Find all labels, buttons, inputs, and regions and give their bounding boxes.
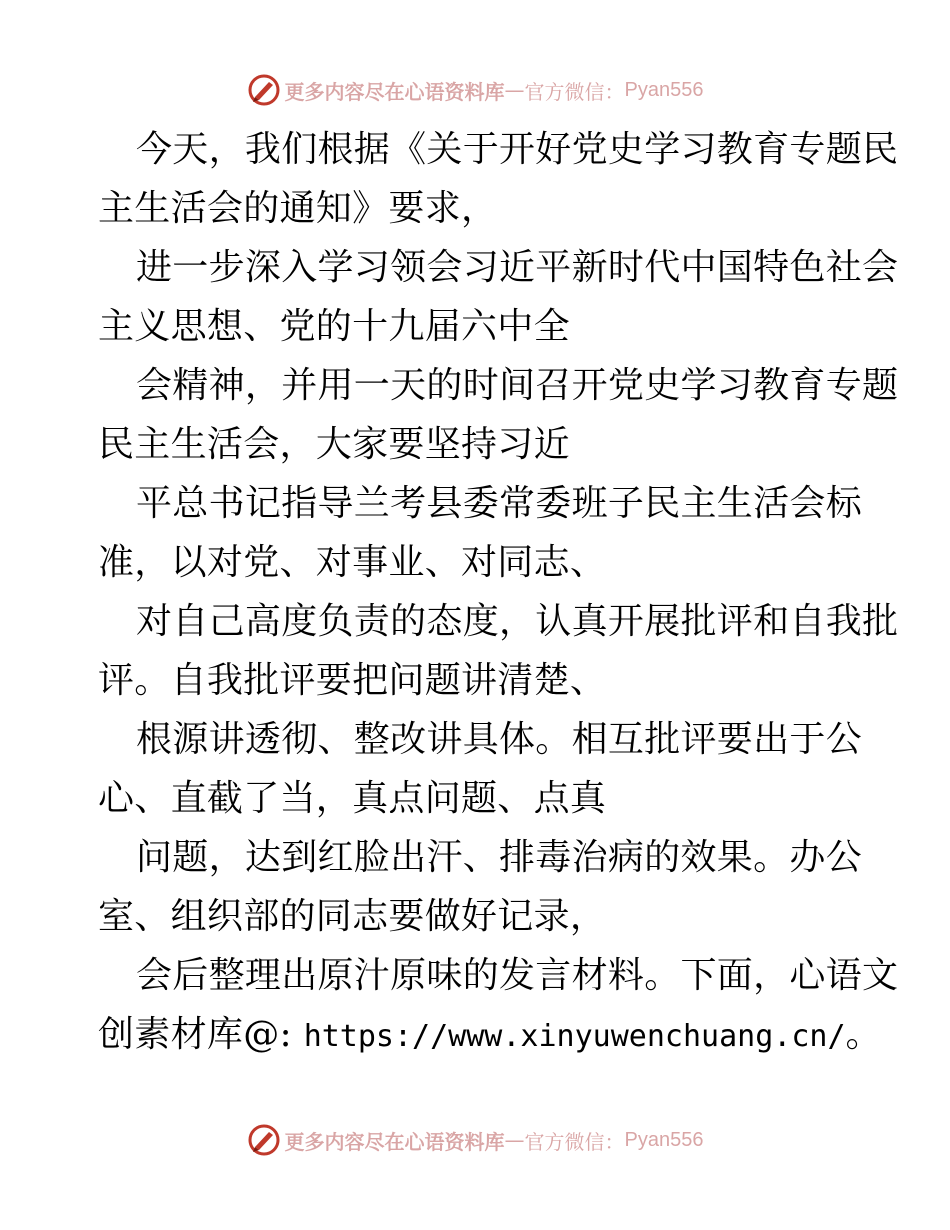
banner-dash: — [504,1128,525,1152]
body-line: 主义思想、党的十九届六中全 [98,306,570,347]
body-line: 心、直截了当，真点问题、点真 [98,778,607,819]
body-line: 平总书记指导兰考县委常委班子民主生活会标 [136,483,863,524]
banner-title: 更多内容尽在心语资料库 [284,79,505,104]
banner-wechat-label: 官方微信： [524,1129,625,1154]
body-line: 评。自我批评要把问题讲清楚、 [98,660,607,701]
website-link[interactable]: https://www.xinyuwenchuang.cn/ [303,1019,846,1054]
body-line: 进一步深入学习领会习近平新时代中国特色社会 [136,247,899,288]
header-banner [0,70,950,110]
banner-wechat-id: Pyan556 [624,78,704,101]
body-line: 室、组织部的同志要做好记录， [98,896,607,937]
last-line-prefix: 创素材库@: [98,1014,304,1055]
logo-icon [247,73,281,107]
body-line: 根源讲透彻、整改讲具体。相互批评要出于公 [136,719,863,760]
last-line-suffix: 。 [845,1014,882,1055]
banner-wechat-id: Pyan556 [624,1128,704,1151]
document-body [98,120,899,1064]
banner-title: 更多内容尽在心语资料库 [284,1129,505,1154]
body-line: 对自己高度负责的态度，认真开展批评和自我批 [136,601,899,642]
body-line-last [98,1005,882,1064]
logo-icon [247,1123,281,1157]
body-line: 会精神，并用一天的时间召开党史学习教育专题 [136,365,899,406]
footer-banner [0,1120,950,1160]
banner-dash: — [504,78,525,102]
body-line: 会后整理出原汁原味的发言材料。下面，心语文 [136,955,899,996]
banner-wechat-label: 官方微信： [524,79,625,104]
body-line: 问题，达到红脸出汗、排毒治病的效果。办公 [136,837,863,878]
body-line: 主生活会的通知》要求， [98,188,498,229]
body-line: 民主生活会，大家要坚持习近 [98,424,570,465]
body-line: 准，以对党、对事业、对同志、 [98,542,607,583]
body-line: 今天，我们根据《关于开好党史学习教育专题民 [136,129,899,170]
